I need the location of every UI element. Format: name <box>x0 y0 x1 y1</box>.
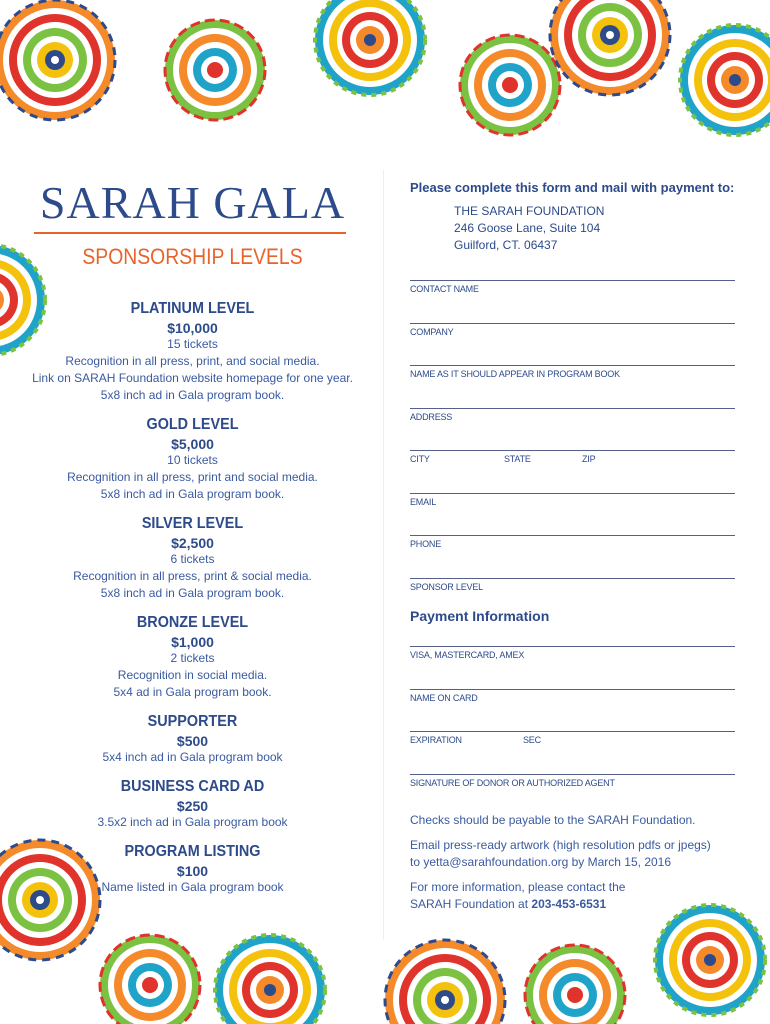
artwork-line: Email press-ready artwork (high resolution pdfs or jpegs) <box>410 838 711 852</box>
level-benefit: 5x8 inch ad in Gala program book. <box>100 487 285 501</box>
email-field[interactable] <box>410 477 735 520</box>
level-benefit: 3.5x2 inch ad in Gala program book <box>97 815 288 829</box>
title-underline <box>34 232 346 234</box>
field-label: EMAIL <box>410 496 437 507</box>
expiration-sec-field[interactable] <box>410 715 735 758</box>
level-name: BRONZE LEVEL <box>136 614 249 631</box>
address-field[interactable] <box>410 392 735 435</box>
field-label: SEC <box>523 735 541 745</box>
center-fold <box>383 170 384 940</box>
contact-phone: 203-453-6531 <box>531 897 607 911</box>
checks-note: Checks should be payable to the SARAH Foundation. <box>410 813 696 827</box>
level-platinum <box>20 300 365 404</box>
level-name: GOLD LEVEL <box>146 416 239 433</box>
level-supporter <box>20 713 365 766</box>
field-label: NAME ON CARD <box>410 692 478 703</box>
field-label: ZIP <box>582 454 596 464</box>
field-label: ADDRESS <box>410 411 453 422</box>
signature-field[interactable] <box>410 758 735 801</box>
company-field[interactable] <box>410 307 735 350</box>
level-name: SUPPORTER <box>147 713 238 730</box>
page-title: SARAH GALA <box>39 177 346 228</box>
level-benefit: 5x4 inch ad in Gala program book <box>102 750 283 764</box>
artwork-email-line: to yetta@sarahfoundation.org by March 15, 2016 <box>410 855 672 869</box>
level-benefit: 5x8 inch ad in Gala program book. <box>100 586 285 600</box>
field-label: CITY <box>410 454 430 464</box>
level-benefit: 5x4 ad in Gala program book. <box>113 685 272 699</box>
field-label: CONTACT NAME <box>410 284 479 294</box>
level-bronze <box>20 614 365 701</box>
name-on-card-field[interactable] <box>410 673 735 716</box>
level-price: $250 <box>176 798 209 814</box>
level-price: $1,000 <box>171 634 214 650</box>
level-benefit: 10 tickets <box>167 453 218 467</box>
level-benefit: Recognition in social media. <box>117 668 268 682</box>
level-program-listing <box>20 843 365 896</box>
field-label: SIGNATURE OF DONOR OR AUTHORIZED AGENT <box>410 777 615 788</box>
form-intro: Please complete this form and mail with payment to: <box>410 180 735 195</box>
contact-line: For more information, please contact the <box>410 880 626 894</box>
level-benefit: Recognition in all press, print and social media. <box>67 470 318 484</box>
level-price: $500 <box>176 733 209 749</box>
program-name-field[interactable] <box>410 349 735 392</box>
card-type-field[interactable] <box>410 630 735 673</box>
contact-note <box>410 879 735 913</box>
level-price: $5,000 <box>171 436 214 452</box>
level-price: $100 <box>176 863 209 879</box>
sponsorship-panel <box>20 170 365 896</box>
contact-name-field[interactable] <box>410 264 735 307</box>
level-name: SILVER LEVEL <box>141 515 244 532</box>
address-line: Guilford, CT. 06437 <box>454 238 558 252</box>
artwork-note <box>410 837 735 871</box>
field-label: NAME AS IT SHOULD APPEAR IN PROGRAM BOOK <box>410 369 620 379</box>
field-label: PHONE <box>410 539 442 549</box>
level-name: PROGRAM LISTING <box>124 843 261 860</box>
phone-field[interactable] <box>410 519 735 562</box>
level-benefit: 15 tickets <box>167 337 218 351</box>
level-business-card <box>20 778 365 831</box>
field-label: VISA, MASTERCARD, AMEX <box>410 650 525 660</box>
field-label: EXPIRATION <box>410 735 462 745</box>
city-state-zip-field[interactable] <box>410 434 735 477</box>
field-label: STATE <box>504 454 531 464</box>
field-label: SPONSOR LEVEL <box>410 581 483 592</box>
level-name: BUSINESS CARD AD <box>120 778 265 795</box>
sponsor-level-field[interactable] <box>410 562 735 605</box>
level-benefit: Recognition in all press, print & social media. <box>73 569 312 583</box>
level-price: $2,500 <box>171 535 214 551</box>
field-label: COMPANY <box>410 326 454 337</box>
level-benefit: Recognition in all press, print, and social media. <box>65 354 320 368</box>
level-price: $10,000 <box>167 320 218 336</box>
payment-heading: Payment Information <box>410 608 550 624</box>
contact-line-prefix: SARAH Foundation at <box>410 897 532 911</box>
level-gold <box>20 416 365 503</box>
level-benefit: Link on SARAH Foundation website homepage for one year. <box>32 371 353 385</box>
order-form <box>410 180 735 921</box>
level-benefit: 6 tickets <box>170 552 215 566</box>
form-notes <box>410 812 735 913</box>
mailing-address <box>454 203 735 254</box>
level-benefit: 5x8 inch ad in Gala program book. <box>100 388 285 402</box>
level-benefit: Name listed in Gala program book <box>101 880 284 894</box>
address-line: 246 Goose Lane, Suite 104 <box>454 221 601 235</box>
level-name: PLATINUM LEVEL <box>130 300 255 317</box>
page-subtitle: SPONSORSHIP LEVELS <box>82 244 303 269</box>
level-benefit: 2 tickets <box>170 651 215 665</box>
address-line: THE SARAH FOUNDATION <box>454 204 605 218</box>
level-silver <box>20 515 365 602</box>
